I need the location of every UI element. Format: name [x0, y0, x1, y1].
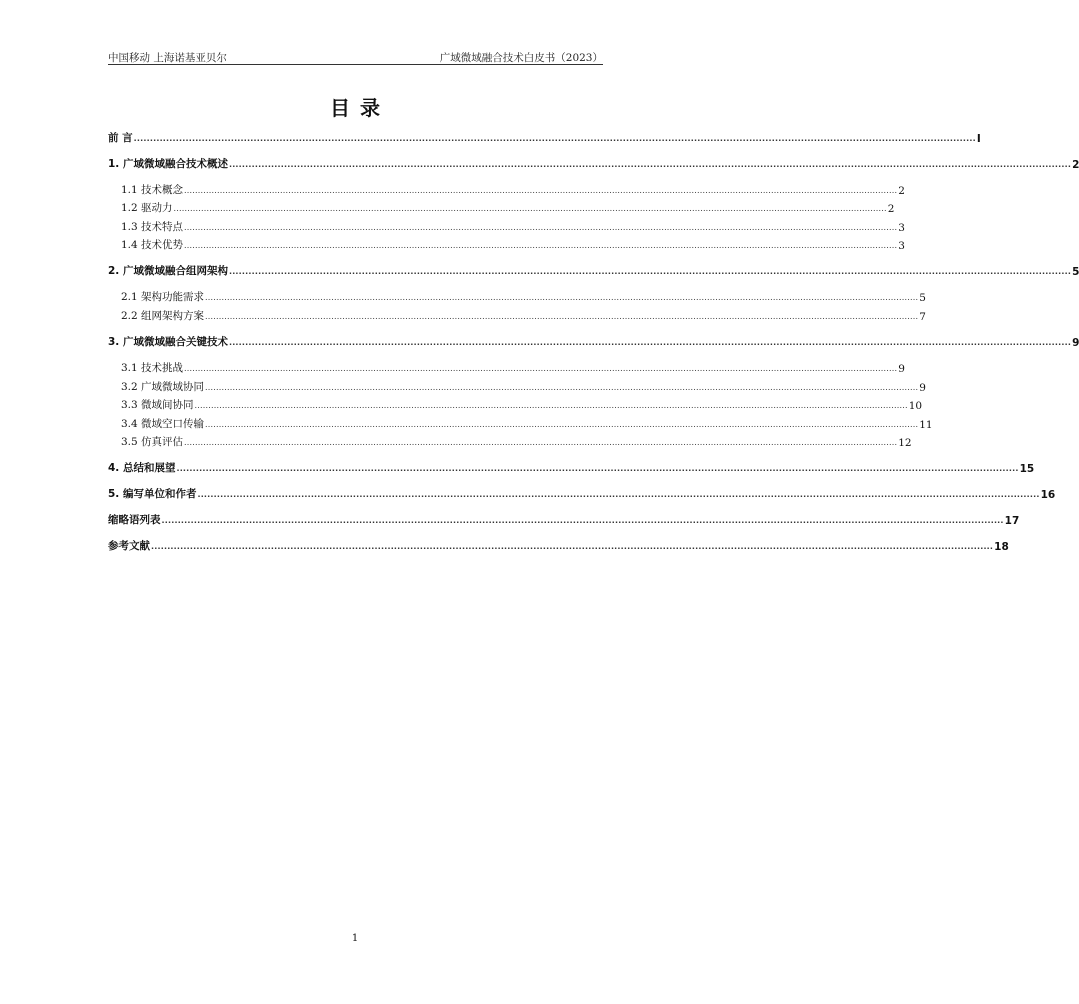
dot-leader: .................................................................................................................................................................................................................................................................... — [184, 223, 898, 232]
dot-leader: .................................................................................................................................................................................................................................................................... — [173, 204, 887, 213]
dot-leader: .................................................................................................................................................................................................................................................................... — [205, 293, 919, 302]
toc-entry-page: 16 — [1040, 489, 1056, 501]
toc-entry[interactable] — [108, 264, 1079, 278]
dot-leader: .................................................................................................................................................................................................................................................................... — [151, 542, 994, 551]
toc-entry-label: 3.2 广域微域协同 — [121, 381, 205, 393]
toc-entry[interactable] — [108, 335, 1079, 349]
toc-entry-page: 17 — [1004, 515, 1020, 527]
dot-leader: .................................................................................................................................................................................................................................................................... — [184, 186, 898, 195]
toc-entry-page: 2 — [887, 203, 895, 215]
toc-entry[interactable] — [108, 361, 905, 375]
toc-entry-page: 5 — [1072, 266, 1079, 278]
toc-entry-label: 2.2 组网架构方案 — [121, 310, 205, 322]
dot-leader: .................................................................................................................................................................................................................................................................... — [197, 490, 1040, 499]
dot-leader: .................................................................................................................................................................................................................................................................... — [184, 364, 898, 373]
toc-entry-label: 1.4 技术优势 — [121, 239, 184, 251]
dot-leader: .................................................................................................................................................................................................................................................................... — [228, 267, 1072, 276]
toc-entry-label: 参考文献 — [108, 540, 150, 552]
toc-entry-label: 4. 总结和展望 — [108, 462, 176, 474]
header-right-text: 广域微域融合技术白皮书（2023） — [439, 52, 603, 64]
dot-leader: .................................................................................................................................................................................................................................................................... — [184, 241, 898, 250]
toc-entry-page: 18 — [994, 541, 1009, 553]
toc-entry-label: 5. 编写单位和作者 — [108, 488, 197, 500]
toc-entry-page: I — [976, 133, 981, 145]
toc-entry[interactable] — [108, 461, 1035, 475]
toc-entry-label: 3.3 微域间协同 — [121, 399, 194, 411]
dot-leader: .................................................................................................................................................................................................................................................................... — [133, 134, 976, 143]
toc-entry-label: 1. 广域微域融合技术概述 — [108, 158, 228, 170]
toc-entry[interactable] — [108, 487, 1056, 501]
toc-entry[interactable] — [108, 290, 926, 304]
toc-entry[interactable] — [108, 157, 1079, 171]
table-of-contents — [108, 0, 1079, 1004]
toc-entry-page: 5 — [919, 292, 926, 304]
toc-entry-label: 前 言 — [108, 132, 133, 144]
toc-entry[interactable] — [108, 417, 933, 431]
dot-leader: .................................................................................................................................................................................................................................................................... — [228, 338, 1072, 347]
dot-leader: .................................................................................................................................................................................................................................................................... — [161, 516, 1004, 525]
dot-leader: .................................................................................................................................................................................................................................................................... — [184, 438, 898, 447]
toc-entry[interactable] — [108, 220, 905, 234]
toc-entry-page: 2 — [898, 185, 905, 197]
toc-entry-label: 缩略语列表 — [108, 514, 161, 526]
toc-entry-page: 9 — [898, 363, 905, 375]
toc-entry-label: 1.3 技术特点 — [121, 221, 184, 233]
toc-entry-label: 3.5 仿真评估 — [121, 436, 184, 448]
page-title: 目录 — [330, 96, 390, 120]
toc-entry[interactable] — [108, 435, 912, 449]
toc-entry-page: 9 — [1072, 337, 1079, 349]
toc-entry[interactable] — [108, 183, 905, 197]
toc-entry-page: 3 — [898, 240, 905, 252]
dot-leader: .................................................................................................................................................................................................................................................................... — [205, 420, 919, 429]
toc-entry-label: 1.1 技术概念 — [121, 184, 184, 196]
toc-entry[interactable] — [108, 131, 981, 145]
toc-entry[interactable] — [108, 380, 926, 394]
toc-entry-label: 3.1 技术挑战 — [121, 362, 184, 374]
toc-entry-page: 15 — [1019, 463, 1035, 475]
toc-entry[interactable] — [108, 513, 1020, 527]
toc-entry[interactable] — [108, 309, 926, 323]
toc-entry[interactable] — [108, 398, 923, 412]
toc-entry-page: 10 — [908, 400, 923, 412]
toc-entry[interactable] — [108, 201, 895, 215]
header-left-text: 中国移动 上海诺基亚贝尔 — [108, 52, 227, 64]
dot-leader: .................................................................................................................................................................................................................................................................... — [205, 383, 919, 392]
toc-entry-page: 11 — [919, 419, 933, 431]
toc-entry-page: 7 — [919, 311, 926, 323]
page-number: 1 — [351, 933, 359, 944]
toc-entry-page: 9 — [919, 382, 926, 394]
toc-entry-label: 3.4 微域空口传输 — [121, 418, 205, 430]
toc-entry-page: 2 — [1072, 159, 1079, 171]
toc-entry-label: 2. 广域微域融合组网架构 — [108, 265, 228, 277]
dot-leader: .................................................................................................................................................................................................................................................................... — [205, 312, 919, 321]
dot-leader: .................................................................................................................................................................................................................................................................... — [228, 160, 1072, 169]
dot-leader: .................................................................................................................................................................................................................................................................... — [176, 464, 1019, 473]
toc-entry-label: 3. 广域微域融合关键技术 — [108, 336, 228, 348]
dot-leader: .................................................................................................................................................................................................................................................................... — [194, 401, 908, 410]
toc-entry-page: 12 — [898, 437, 912, 449]
toc-entry-label: 2.1 架构功能需求 — [121, 291, 205, 303]
toc-entry[interactable] — [108, 238, 905, 252]
toc-entry-label: 1.2 驱动力 — [121, 202, 173, 214]
toc-entry[interactable] — [108, 539, 1009, 553]
toc-entry-page: 3 — [898, 222, 905, 234]
